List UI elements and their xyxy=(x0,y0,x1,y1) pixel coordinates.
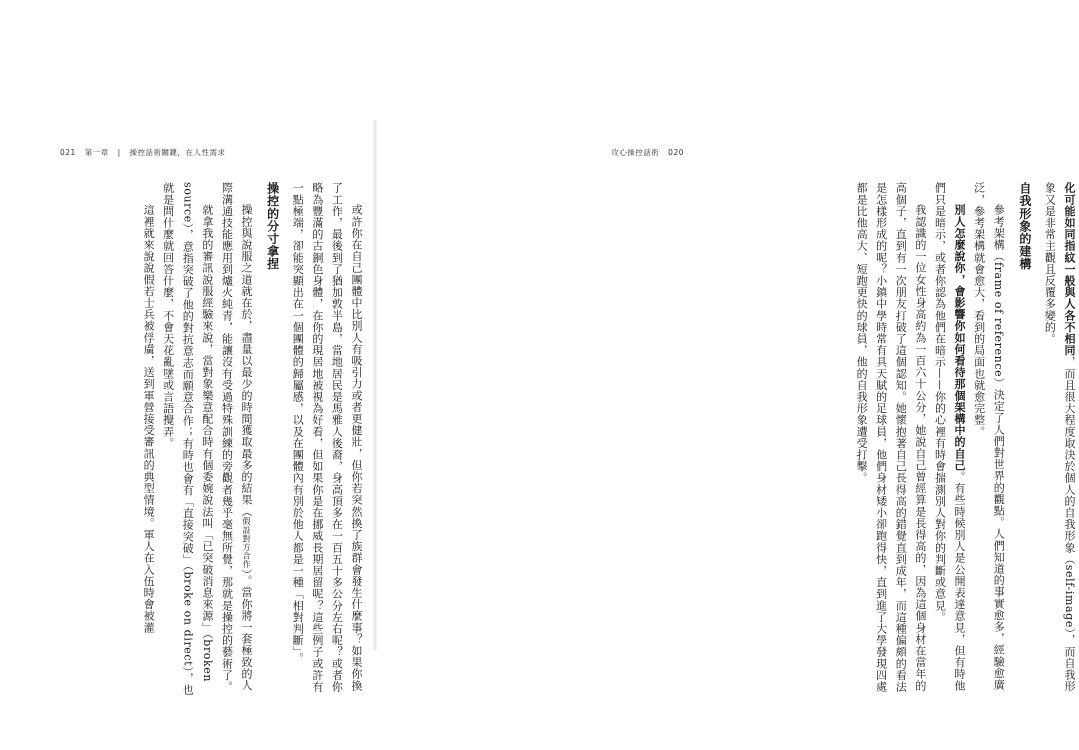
bold-lead: 別人怎麼說你，會影響你如何看待那個架構中的自己 xyxy=(953,204,967,471)
paragraph: 我認識的一位女性身高約為一百六十公分，她說自己曾經算是長得高的，因為這個身材在當年的高個子，直到有一次朋友打破了這個認知。她懷抱著自己長得高的錯覺直到成年，而這種偏頗的看法是怎樣形成的呢？小鎮中學時常有具天賦的足球員，他們身材矮小卻跑得快，直到進了大學發現四處都是比他高大、短跑更快的球員，他的自我形象遭受打擊。 xyxy=(855,182,927,693)
right-page-header xyxy=(611,147,684,158)
right-page xyxy=(375,0,1076,750)
right-page-body xyxy=(815,182,1079,697)
section-heading: 自我形象的建構 xyxy=(1017,182,1032,271)
left-page-body xyxy=(114,182,366,697)
section-heading: 操控的分寸拿捏 xyxy=(265,182,280,271)
header-separator: | xyxy=(117,148,121,157)
paragraph: 就拿我的審訊說服經驗來說，當對象樂意配合時有個委婉說法叫「已突破消息來源」（broken source），意指突破了他的對抗意志而願意合作；有時也會有「直接突破」（broke on direct），也就是問什麼就回答什麼，不會天花亂墜或言語攪弄。 xyxy=(161,182,214,696)
right-page-running-title: 攻心操控話術 xyxy=(611,148,660,157)
paragraph: 別人怎麼說你，會影響你如何看待那個架構中的自己。有些時候別人是公開表達意見，但有時他們只是暗示，或者你認為他們在暗示——你的心裡有時會揣測別人對你的判斷或意見。 xyxy=(933,182,967,692)
paragraph: 操控與說服之道就在於，盡量以最少的時間獲取最多的結果（假設對方合作）。當你將一套極致的人際溝通技能應用到爐火純青，能讓沒有受過特殊訓練的旁觀者幾乎毫無所覺，那就是操控的藝術了。 xyxy=(220,182,254,693)
bold-lead: 化可能如同指紋一般與人各不相同 xyxy=(1063,182,1076,356)
paragraph: 參考架構（frame of reference）決定了人們對世界的觀點。人們知道的事實愈多，經驗愈廣泛，參考架構就會愈大，看到的局面也就愈完整。 xyxy=(972,182,1006,691)
left-page-chapter: 第一章 xyxy=(84,148,109,157)
inline-note: 假設對方合作 xyxy=(242,517,252,569)
right-page-number: 020 xyxy=(668,148,684,157)
paragraph: 這裡就來說說假若士兵被俘虜，送到軍營接受審訊的典型情境。軍人在入伍時會被灌 xyxy=(142,204,156,634)
left-page-running-title: 操控話術關鍵，在人性需求 xyxy=(129,148,226,157)
left-page-number: 021 xyxy=(60,148,76,157)
left-page-header xyxy=(60,147,226,158)
left-page xyxy=(0,0,375,750)
paragraph: 或許你在自己團體中比別人有吸引力或者更健壯，但你若突然換了族群會發生什麼事？如果你換了工作，最後到了猶加敦半島，當地居民是馬雅人後裔，身高頂多在一百五十多公分左右呢？或者你略為豐滿的古銅色身體，在你的現居地被視為好看，但如果你是在挪威長期居留呢？這些例子或許有一點極端，卻能突顯出在一個團體的歸屬感，以及在團體內有別於他人都是一種「相對判斷」。 xyxy=(291,182,363,693)
paragraph: 化可能如同指紋一般與人各不相同，而且很大程度取決於個人的自我形象（self-image），而自我形象又是非常主觀且反覆多變的。 xyxy=(1043,182,1076,693)
